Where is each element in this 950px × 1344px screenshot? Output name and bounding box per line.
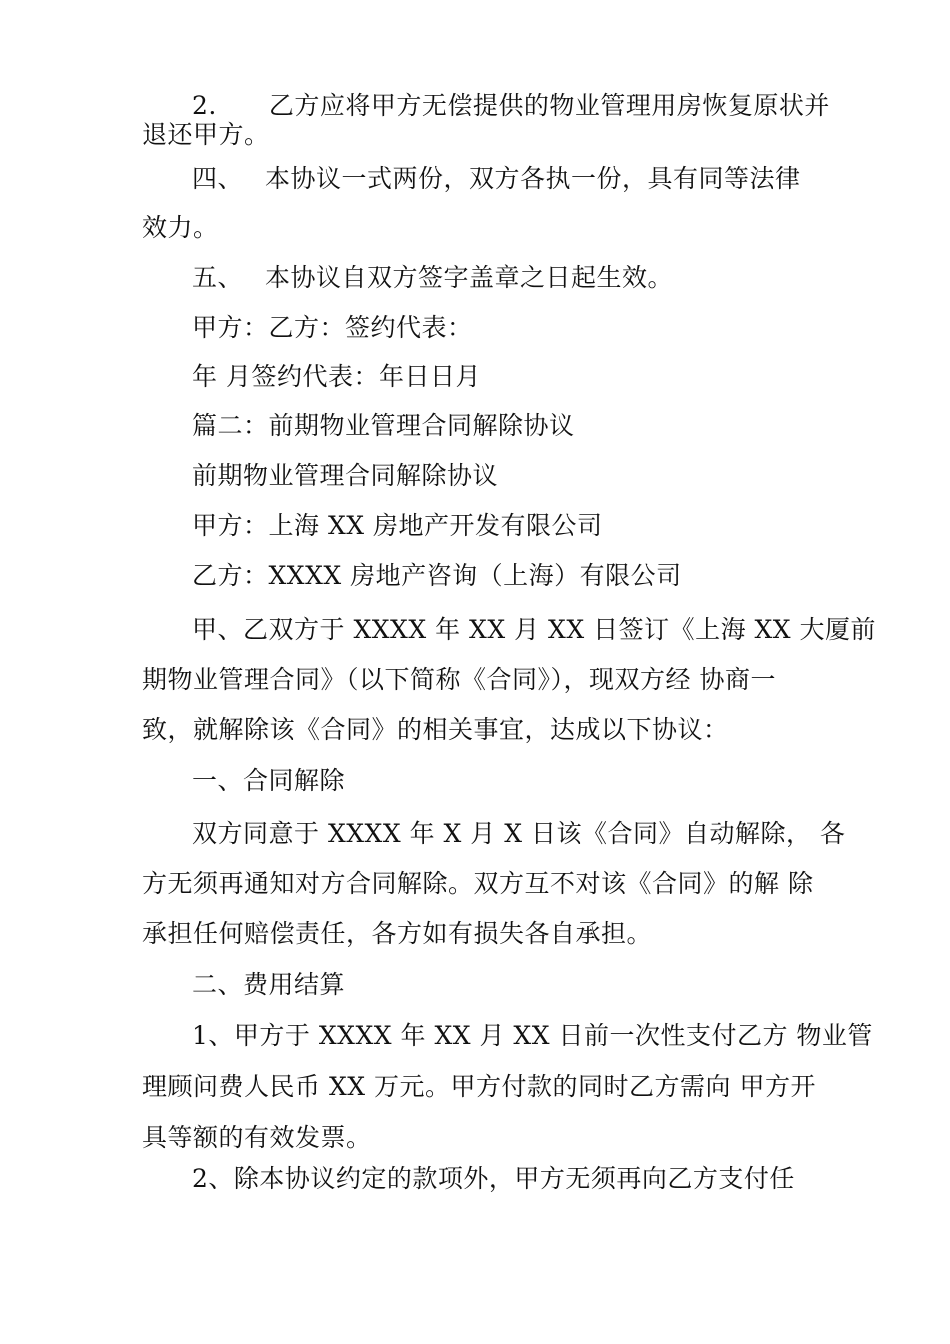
section-1-line-1: 双方同意于 XXXX 年 X 月 X 日该《合同》自动解除， 各	[192, 819, 846, 848]
clause-2-number: 2.	[192, 91, 217, 120]
clause-4-text: 本协议一式两份，双方各执一份，具有同等法律	[265, 164, 801, 193]
chapter-heading: 篇二：前期物业管理合同解除协议	[192, 411, 575, 440]
preamble-line-3: 致，就解除该《合同》的相关事宜，达成以下协议：	[142, 715, 729, 744]
preamble-line-2: 期物业管理合同》（以下简称《合同》），现双方经 协商一	[142, 665, 776, 694]
clause-5-line	[192, 262, 872, 294]
clause-2-text: 乙方应将甲方无偿提供的物业管理用房恢复原状并	[268, 91, 830, 120]
clause-4-line-2: 效力。	[142, 213, 219, 242]
party-b-line: 乙方：XXXX 房地产咨询（上海）有限公司	[192, 561, 682, 590]
section-2-item-1-line-2: 理顾问费人民币 XX 万元。甲方付款的同时乙方需向 甲方开	[142, 1072, 816, 1101]
clause-5-text: 本协议自双方签字盖章之日起生效。	[265, 263, 674, 292]
section-1-line-2: 方无须再通知对方合同解除。双方互不对该《合同》的解 除	[142, 869, 814, 898]
clause-2-line-1	[192, 90, 872, 122]
clause-2-line-2: 退还甲方。	[142, 120, 270, 149]
clause-4-line-1	[192, 163, 872, 195]
preamble-line-1: 甲、乙双方于 XXXX 年 XX 月 XX 日签订《上海 XX 大厦前	[192, 615, 877, 644]
section-2-item-1-line-3: 具等额的有效发票。	[142, 1123, 372, 1152]
clause-4-number: 四、	[192, 164, 244, 193]
section-2-heading: 二、费用结算	[192, 970, 346, 999]
section-2-item-1-line-1: 1、甲方于 XXXX 年 XX 月 XX 日前一次性支付乙方 物业管	[192, 1021, 873, 1050]
clause-5-number: 五、	[192, 263, 244, 292]
section-2-item-2-line-1: 2、除本协议约定的款项外，甲方无须再向乙方支付任	[192, 1164, 795, 1193]
signature-parties-line: 甲方：乙方：签约代表：	[192, 313, 473, 342]
agreement-title: 前期物业管理合同解除协议	[192, 461, 499, 490]
section-1-heading: 一、合同解除	[192, 766, 346, 795]
section-1-line-3: 承担任何赔偿责任，各方如有损失各自承担。	[142, 919, 653, 948]
signature-date-line: 年 月签约代表：年日日月	[192, 362, 481, 391]
party-a-line: 甲方：上海 XX 房地产开发有限公司	[192, 511, 603, 540]
